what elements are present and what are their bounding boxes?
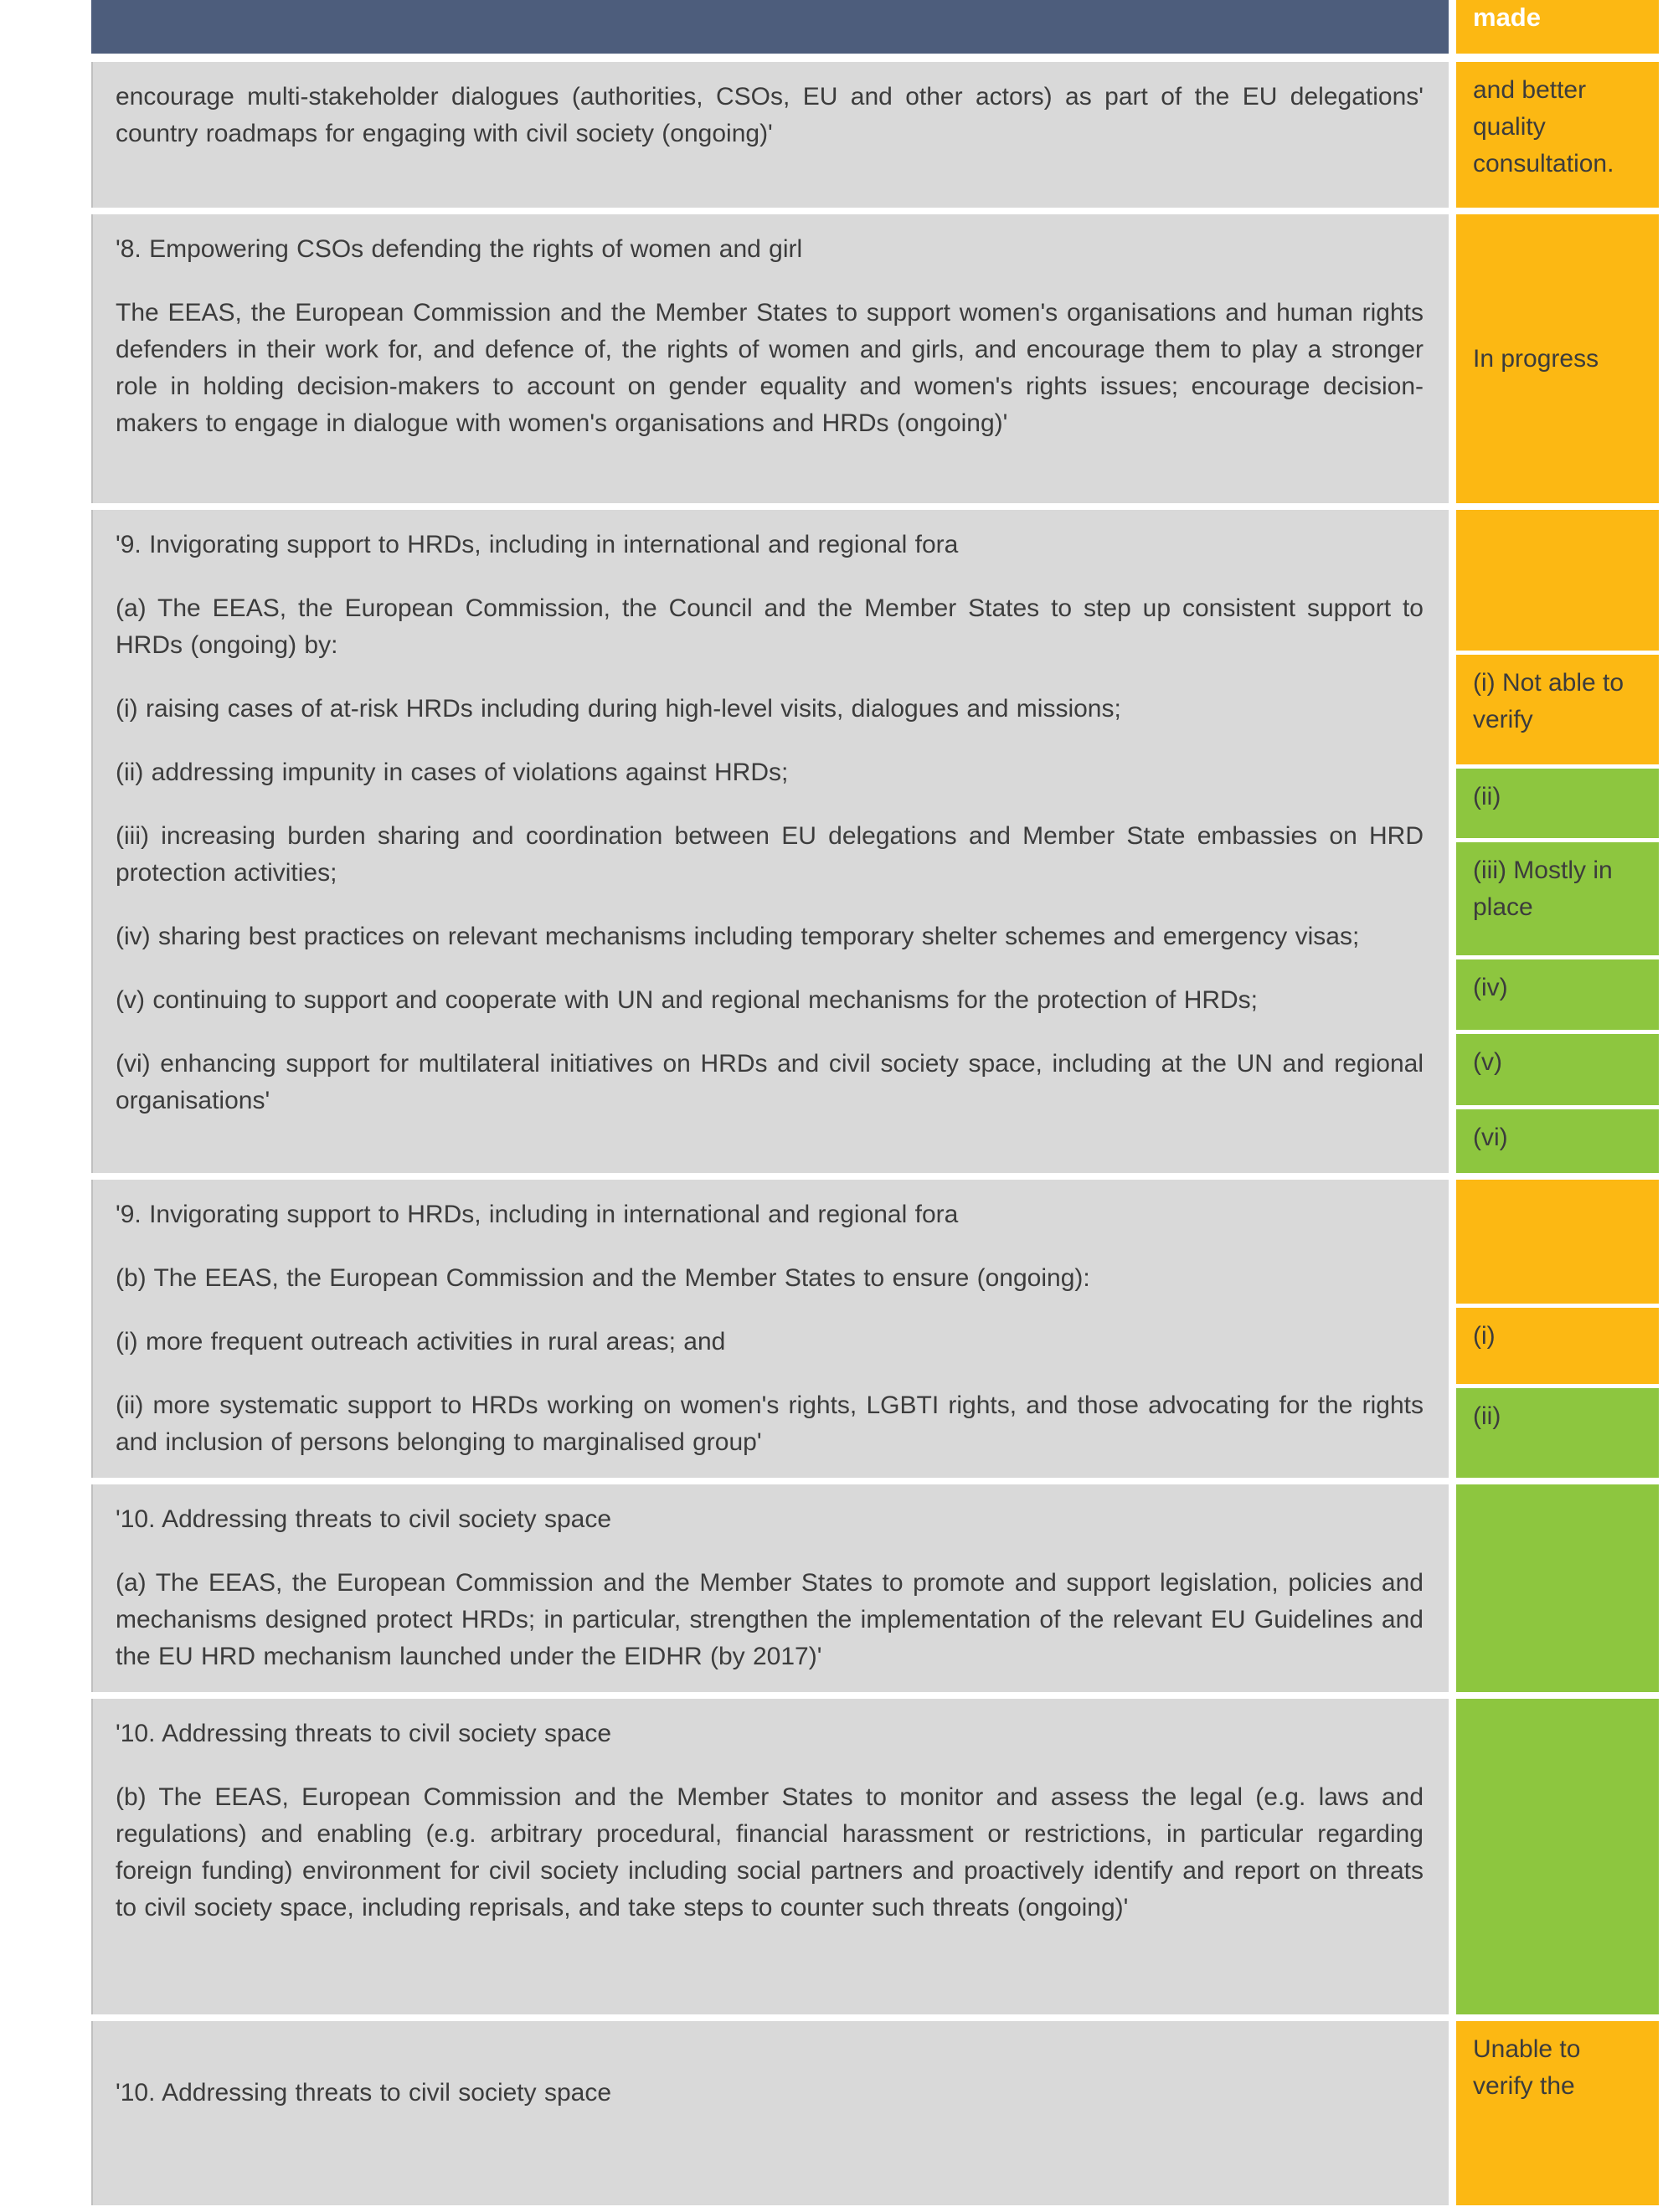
table-row xyxy=(91,1180,1659,1478)
status-label: In progress xyxy=(1473,344,1599,373)
action-paragraph: (ii) more systematic support to HRDs working on women's rights, LGBTI rights, and those advocating for the rights and inclusion of persons belonging to marginalised group' xyxy=(116,1392,1424,1456)
status-cell-green xyxy=(1456,842,1659,955)
action-paragraph: (i) raising cases of at-risk HRDs including during high-level visits, dialogues and missions; xyxy=(116,695,1121,723)
status-label: (iii) Mostly in place xyxy=(1473,857,1613,921)
action-cell xyxy=(91,214,1449,503)
status-label: (ii) xyxy=(1473,1402,1501,1430)
status-label: (i) Not able to verify xyxy=(1473,669,1624,733)
action-paragraph: (b) The EEAS, the European Commission and the Member States to ensure (ongoing): xyxy=(116,1264,1090,1292)
action-paragraph: (i) more frequent outreach activities in rural areas; and xyxy=(116,1328,726,1355)
action-paragraph: (b) The EEAS, European Commission and the Member States to monitor and assess the legal (e.g. laws and regulations) and enabling (e.g. arbitrary procedural, financial harassment or restrictions, in particular regarding foreign funding) environment for civil society including social partners and proactively identify and report on threats to civil society space, including reprisals, and take steps to counter such threats (ongoing)' xyxy=(116,1783,1424,1921)
action-paragraph: '10. Addressing threats to civil society space xyxy=(116,2079,612,2107)
status-cell-amber xyxy=(1456,1180,1659,1304)
status-column xyxy=(1456,214,1659,503)
action-paragraph: (iv) sharing best practices on relevant mechanisms including temporary shelter schemes and emergency visas; xyxy=(116,923,1360,950)
table-row xyxy=(91,2021,1659,2205)
status-cell-amber xyxy=(1456,1308,1659,1384)
action-paragraph: encourage multi-stakeholder dialogues (authorities, CSOs, EU and other actors) as part of the EU delegations' country roadmaps for engaging with civil society (ongoing)' xyxy=(116,83,1424,147)
table-header-row xyxy=(91,0,1659,54)
status-label: (iv) xyxy=(1473,974,1508,1001)
action-paragraph: (v) continuing to support and cooperate with UN and regional mechanisms for the protection of HRDs; xyxy=(116,986,1259,1014)
action-cell xyxy=(91,1180,1449,1478)
table-rows xyxy=(91,62,1659,2205)
action-cell xyxy=(91,62,1449,208)
status-cell-amber xyxy=(1456,655,1659,764)
status-label: (ii) xyxy=(1473,783,1501,810)
header-status-cell xyxy=(1456,0,1659,54)
status-cell-green xyxy=(1456,959,1659,1030)
action-cell xyxy=(91,2021,1449,2205)
table-row xyxy=(91,1484,1659,1692)
action-cell xyxy=(91,510,1449,1173)
status-cell-green xyxy=(1456,1484,1659,1692)
action-paragraph: '10. Addressing threats to civil society space xyxy=(116,1505,612,1533)
table-row xyxy=(91,1699,1659,2014)
status-column xyxy=(1456,2021,1659,2205)
table-row xyxy=(91,214,1659,503)
status-column xyxy=(1456,1180,1659,1478)
table-row xyxy=(91,62,1659,208)
status-cell-amber xyxy=(1456,2021,1659,2205)
status-cell-green xyxy=(1456,1109,1659,1173)
status-cell-green xyxy=(1456,1034,1659,1105)
status-label: and better quality consultation. xyxy=(1473,76,1614,177)
status-cell-amber xyxy=(1456,510,1659,651)
action-paragraph: '9. Invigorating support to HRDs, including in international and regional fora xyxy=(116,531,959,558)
status-cell-green xyxy=(1456,769,1659,838)
action-paragraph: '8. Empowering CSOs defending the rights of women and girl xyxy=(116,235,803,263)
action-paragraph: '9. Invigorating support to HRDs, including in international and regional fora xyxy=(116,1201,959,1228)
status-label: (i) xyxy=(1473,1322,1496,1350)
action-cell xyxy=(91,1484,1449,1692)
status-column xyxy=(1456,510,1659,1173)
status-cell-green xyxy=(1456,1388,1659,1478)
status-column xyxy=(1456,1484,1659,1692)
action-paragraph: (a) The EEAS, the European Commission, the Council and the Member States to step up consistent support to HRDs (ongoing) by: xyxy=(116,594,1424,659)
header-status-label: made xyxy=(1473,3,1541,32)
header-action-cell xyxy=(91,0,1449,54)
action-cell xyxy=(91,1699,1449,2014)
status-cell-green xyxy=(1456,1699,1659,2014)
status-label: Unable to verify the xyxy=(1473,2035,1581,2100)
action-paragraph: '10. Addressing threats to civil society space xyxy=(116,1720,612,1747)
action-paragraph: (a) The EEAS, the European Commission and the Member States to promote and support legislation, policies and mechanisms designed protect HRDs; in particular, strengthen the implementation of the relevant EU Guidelines and the EU HRD mechanism launched under the EIDHR (by 2017)' xyxy=(116,1569,1424,1670)
action-paragraph: The EEAS, the European Commission and the Member States to support women's organisations and human rights defenders in their work for, and defence of, the rights of women and girls, and encourage them to play a stronger role in holding decision-makers to account on gender equality and women's rights issues; encourage decision-makers to engage in dialogue with women's organisations and HRDs (ongoing)' xyxy=(116,299,1424,437)
status-label: (vi) xyxy=(1473,1124,1508,1151)
assessment-table xyxy=(91,0,1659,2212)
action-paragraph: (vi) enhancing support for multilateral initiatives on HRDs and civil society space, including at the UN and regional organisations' xyxy=(116,1050,1424,1114)
status-cell-amber xyxy=(1456,214,1659,503)
action-paragraph: (iii) increasing burden sharing and coordination between EU delegations and Member State embassies on HRD protection activities; xyxy=(116,822,1424,887)
status-column xyxy=(1456,62,1659,208)
action-paragraph: (ii) addressing impunity in cases of violations against HRDs; xyxy=(116,759,789,786)
status-column xyxy=(1456,1699,1659,2014)
status-label: (v) xyxy=(1473,1048,1502,1076)
status-cell-amber xyxy=(1456,62,1659,208)
table-row xyxy=(91,510,1659,1173)
